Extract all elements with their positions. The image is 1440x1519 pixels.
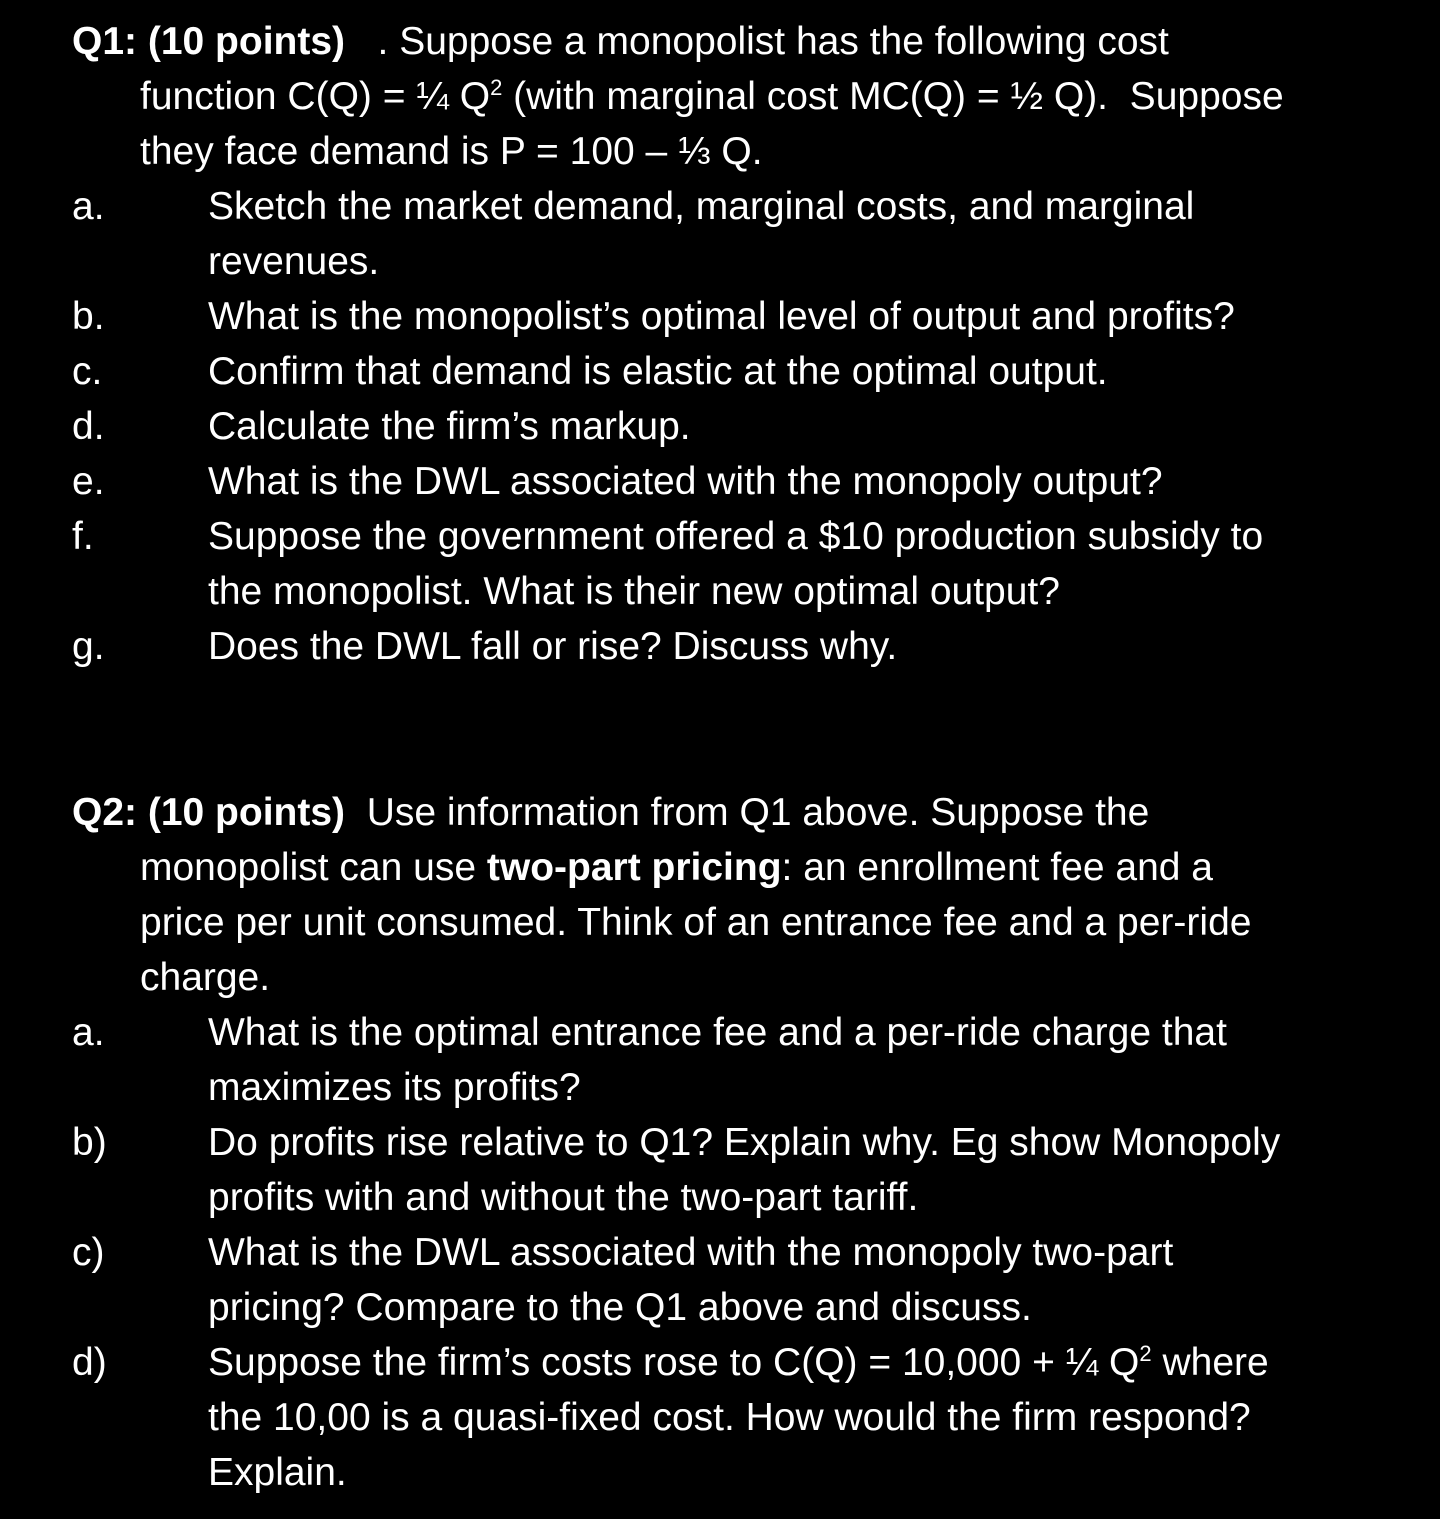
- q2-item-c-line-1: What is the DWL associated with the monopoly two-part: [208, 1231, 1174, 1274]
- q2-item-d-line-1: [208, 1335, 1269, 1390]
- q2-item-d-label: d): [72, 1341, 107, 1384]
- q1-item-e-label: e.: [72, 460, 105, 503]
- q1-item-a-line-1: Sketch the market demand, marginal costs, and marginal: [208, 185, 1195, 228]
- q1-item-g-line-1: Does the DWL fall or rise? Discuss why.: [208, 625, 898, 668]
- q1-intro-line-2: [140, 69, 1284, 124]
- q2-item-b-label: b): [72, 1121, 107, 1164]
- q1-item-b-label: b.: [72, 295, 105, 338]
- q2-intro-line-3: price per unit consumed. Think of an entrance fee and a per-ride: [140, 901, 1252, 944]
- q2-intro-text: Use information from Q1 above. Suppose the: [345, 791, 1150, 834]
- q2-item-d-line-1-end: where: [1151, 1341, 1269, 1384]
- q1-item-g-label: g.: [72, 625, 105, 668]
- q1-item-a-line-2: revenues.: [208, 240, 380, 283]
- q1-cost-exponent: 2: [490, 75, 503, 100]
- q1-intro-line-3: they face demand is P = 100 – ⅓ Q.: [140, 130, 763, 173]
- q2-item-d-line-3: Explain.: [208, 1451, 347, 1494]
- q1-intro-text: . Suppose a monopolist has the following cost: [345, 20, 1169, 63]
- q2-heading: Q2: (10 points): [72, 791, 346, 834]
- q2-intro-line-4: charge.: [140, 956, 271, 999]
- q1-marginal-cost: (with marginal cost MC(Q) = ½ Q). Suppose: [502, 75, 1284, 118]
- q1-item-a-label: a.: [72, 185, 105, 228]
- q2-item-c-label: c): [72, 1231, 105, 1274]
- q2-item-b-line-2: profits with and without the two-part tariff.: [208, 1176, 919, 1219]
- q2-item-d-cost-function: Suppose the firm’s costs rose to C(Q) = 10,000 + ¼ Q: [208, 1341, 1140, 1384]
- q2-item-d-cost-exponent: 2: [1139, 1341, 1152, 1366]
- q1-item-f-label: f.: [72, 515, 94, 558]
- q2-two-part-pricing-term: two-part pricing: [486, 846, 782, 889]
- q1-item-c-line-1: Confirm that demand is elastic at the optimal output.: [208, 350, 1108, 393]
- q2-intro-line-1: [72, 785, 1149, 840]
- q1-cost-function: function C(Q) = ¼ Q: [140, 75, 491, 118]
- q1-item-e-line-1: What is the DWL associated with the monopoly output?: [208, 460, 1163, 503]
- q1-item-f-line-2: the monopolist. What is their new optimal output?: [208, 570, 1060, 613]
- q1-item-b-line-1: What is the monopolist’s optimal level of output and profits?: [208, 295, 1235, 338]
- q1-item-d-label: d.: [72, 405, 105, 448]
- q2-intro-line-2-end: : an enrollment fee and a: [781, 846, 1213, 889]
- q2-item-a-label: a.: [72, 1011, 105, 1054]
- q1-intro-line-1: [72, 14, 1169, 69]
- q2-intro-line-2: [140, 840, 1213, 895]
- q1-item-f-line-1: Suppose the government offered a $10 production subsidy to: [208, 515, 1264, 558]
- q2-intro-line-2-start: monopolist can use: [140, 846, 487, 889]
- q2-item-a-line-2: maximizes its profits?: [208, 1066, 581, 1109]
- q2-item-a-line-1: What is the optimal entrance fee and a per-ride charge that: [208, 1011, 1227, 1054]
- q2-item-b-line-1: Do profits rise relative to Q1? Explain why. Eg show Monopoly: [208, 1121, 1281, 1164]
- q2-item-d-line-2: the 10,00 is a quasi-fixed cost. How would the firm respond?: [208, 1396, 1251, 1439]
- q1-item-d-line-1: Calculate the firm’s markup.: [208, 405, 691, 448]
- q1-heading: Q1: (10 points): [72, 20, 346, 63]
- q1-item-c-label: c.: [72, 350, 103, 393]
- q2-item-c-line-2: pricing? Compare to the Q1 above and discuss.: [208, 1286, 1032, 1329]
